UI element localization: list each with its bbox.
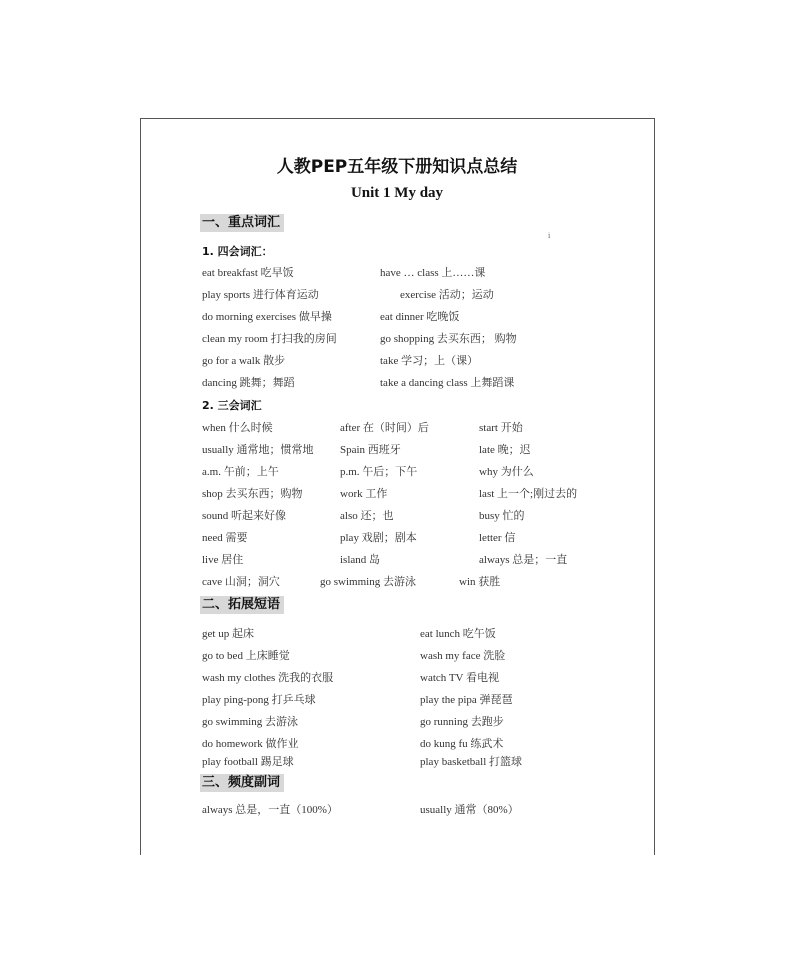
phrase-item: play ping-pong 打乒乓球 <box>202 694 316 706</box>
vocab-item: play sports 进行体育运动 <box>202 289 319 301</box>
page-border-right <box>654 118 655 855</box>
vocab-item: go shopping 去买东西； 购物 <box>380 333 517 345</box>
vocab-item: play 戏剧；剧本 <box>340 532 417 544</box>
vocab-item: usually 通常地；惯常地 <box>202 444 314 456</box>
phrase-item: play the pipa 弹琵琶 <box>420 694 513 706</box>
vocab-item: shop 去买东西；购物 <box>202 488 303 500</box>
vocab-item: always 总是；一直 <box>479 554 568 566</box>
vocab-item: letter 信 <box>479 532 516 544</box>
section-heading-key-vocab: 一、重点词汇 <box>200 214 284 232</box>
phrase-item: wash my face 洗脸 <box>420 650 506 662</box>
phrase-item: go swimming 去游泳 <box>202 716 298 728</box>
vocab-item: p.m. 午后；下午 <box>340 466 418 478</box>
vocab-item: have … class 上……课 <box>380 267 486 279</box>
phrase-item: wash my clothes 洗我的衣服 <box>202 672 334 684</box>
phrase-item: get up 起床 <box>202 628 254 640</box>
vocab-item: why 为什么 <box>479 466 534 478</box>
unit-title: Unit 1 My day <box>350 185 444 201</box>
vocab-item: a.m. 午前；上午 <box>202 466 279 478</box>
vocab-item: also 还；也 <box>340 510 394 522</box>
vocab-item: go swimming 去游泳 <box>320 576 416 588</box>
phrase-item: play football 踢足球 <box>202 756 294 768</box>
vocab-item: eat breakfast 吃早饭 <box>202 267 294 279</box>
vocab-item: start 开始 <box>479 422 523 434</box>
phrase-item: play basketball 打篮球 <box>420 756 523 768</box>
vocab-item: island 岛 <box>340 554 381 566</box>
adverb-item: always 总是，一直（100%） <box>202 804 338 816</box>
vocab-item: after 在（时间）后 <box>340 422 429 434</box>
phrase-item: watch TV 看电视 <box>420 672 500 684</box>
vocab-item: take 学习；上（课） <box>380 355 479 367</box>
vocab-item: last 上一个;刚过去的 <box>479 488 578 500</box>
vocab-item: work 工作 <box>340 488 388 500</box>
vocab-item: dancing 跳舞；舞蹈 <box>202 377 295 389</box>
page-title: 人教PEP五年级下册知识点总结 <box>276 157 518 177</box>
vocab-item: busy 忙的 <box>479 510 525 522</box>
page-border-left <box>140 118 141 855</box>
phrase-item: eat lunch 吃午饭 <box>420 628 496 640</box>
sub-heading-three-skill: 2. 三会词汇 <box>202 399 262 412</box>
vocab-item: exercise 活动；运动 <box>400 289 494 301</box>
section-heading-frequency-adverbs: 三、频度副词 <box>200 774 284 792</box>
vocab-item: do morning exercises 做早操 <box>202 311 332 323</box>
vocab-item: cave 山洞；洞穴 <box>202 576 280 588</box>
phrase-item: do homework 做作业 <box>202 738 299 750</box>
vocab-item: clean my room 打扫我的房间 <box>202 333 337 345</box>
sub-heading-four-skill: 1. 四会词汇： <box>202 245 273 258</box>
stray-mark: ⅰ <box>548 232 551 240</box>
vocab-item: go for a walk 散步 <box>202 355 286 367</box>
page-border-top <box>140 118 654 119</box>
section-heading-phrases: 二、拓展短语 <box>200 596 284 614</box>
vocab-item: sound 听起来好像 <box>202 510 287 522</box>
vocab-item: need 需要 <box>202 532 248 544</box>
vocab-item: live 居住 <box>202 554 244 566</box>
phrase-item: go running 去跑步 <box>420 716 504 728</box>
vocab-item: late 晚；迟 <box>479 444 531 456</box>
vocab-item: win 获胜 <box>459 576 501 588</box>
phrase-item: go to bed 上床睡觉 <box>202 650 290 662</box>
vocab-item: when 什么时候 <box>202 422 273 434</box>
vocab-item: eat dinner 吃晚饭 <box>380 311 460 323</box>
phrase-item: do kung fu 练武术 <box>420 738 504 750</box>
vocab-item: Spain 西班牙 <box>340 444 401 456</box>
vocab-item: take a dancing class 上舞蹈课 <box>380 377 515 389</box>
adverb-item: usually 通常（80%） <box>420 804 519 816</box>
